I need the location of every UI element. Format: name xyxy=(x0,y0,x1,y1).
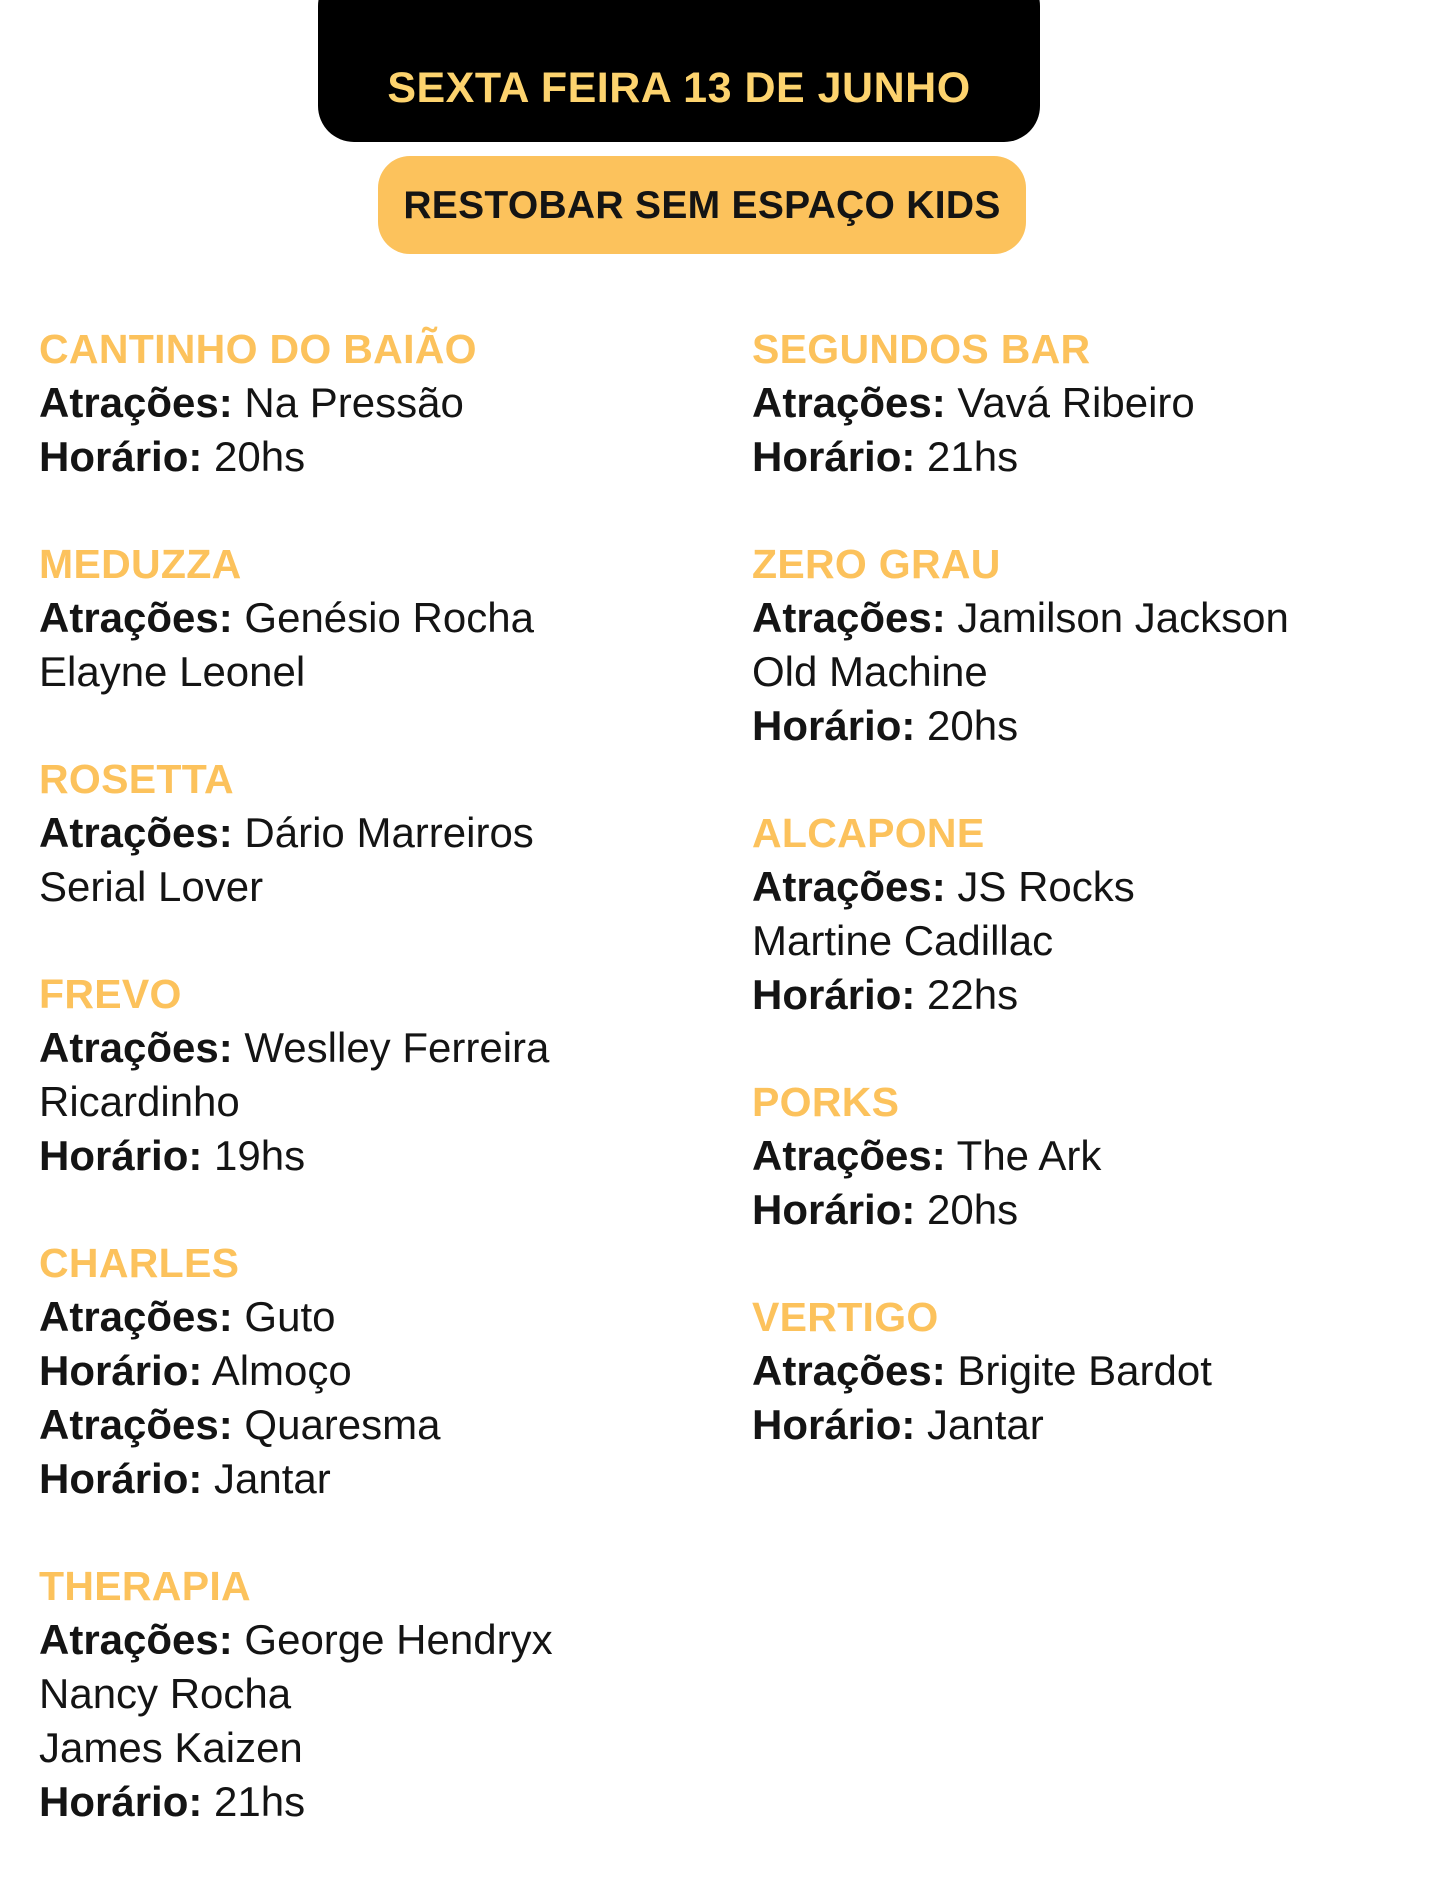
attractions-line xyxy=(39,1290,699,1344)
time-label: Horário: xyxy=(39,433,203,480)
venue-name: SEGUNDOS BAR xyxy=(752,326,1091,372)
attractions-line xyxy=(752,1129,1412,1183)
time-label: Horário: xyxy=(752,1401,916,1448)
line-value: Vavá Ribeiro xyxy=(945,379,1195,426)
time-label: Horário: xyxy=(39,1455,203,1502)
attractions-label: Atrações: xyxy=(39,1024,233,1071)
line-value: Quaresma xyxy=(232,1401,441,1448)
venue-frevo xyxy=(39,967,699,1183)
line-value: Almoço xyxy=(202,1347,352,1394)
time-label: Horário: xyxy=(39,1347,203,1394)
line-value: 20hs xyxy=(202,433,306,480)
time-line xyxy=(752,699,1412,753)
line-value: 19hs xyxy=(202,1132,306,1179)
time-line xyxy=(752,1183,1412,1237)
time-label: Horário: xyxy=(752,702,916,749)
attractions-label: Atrações: xyxy=(39,1401,233,1448)
line-value: Weslley Ferreira xyxy=(232,1024,550,1071)
attractions-line xyxy=(752,591,1412,645)
line-value: Na Pressão xyxy=(232,379,464,426)
attractions-line xyxy=(39,1021,699,1075)
date-banner xyxy=(318,0,1040,142)
line-value: 22hs xyxy=(915,971,1019,1018)
line-value: Jantar xyxy=(202,1455,331,1502)
line-value: 20hs xyxy=(915,702,1019,749)
attraction-continuation-line xyxy=(39,645,699,699)
line-value: Serial Lover xyxy=(39,863,264,910)
attractions-label: Atrações: xyxy=(752,594,946,641)
attractions-line xyxy=(39,1398,699,1452)
time-line xyxy=(39,1775,699,1829)
attractions-label: Atrações: xyxy=(39,1616,233,1663)
attraction-continuation-line xyxy=(39,1667,699,1721)
line-value: Dário Marreiros xyxy=(232,809,534,856)
attractions-line xyxy=(39,1613,699,1667)
venue-cantinho-do-baiao xyxy=(39,322,699,484)
line-value: 21hs xyxy=(202,1778,306,1825)
venue-name: ZERO GRAU xyxy=(752,541,1001,587)
venue-name: CHARLES xyxy=(39,1240,240,1286)
time-line xyxy=(39,1344,699,1398)
venue-name: ROSETTA xyxy=(39,756,234,802)
line-value: The Ark xyxy=(945,1132,1102,1179)
line-value: Martine Cadillac xyxy=(752,917,1054,964)
line-value: 20hs xyxy=(915,1186,1019,1233)
venue-rosetta xyxy=(39,752,699,914)
time-line xyxy=(752,1398,1412,1452)
venue-name: FREVO xyxy=(39,971,182,1017)
time-label: Horário: xyxy=(39,1132,203,1179)
attractions-line xyxy=(752,1344,1412,1398)
venue-name: VERTIGO xyxy=(752,1294,939,1340)
line-value: Genésio Rocha xyxy=(232,594,534,641)
attractions-line xyxy=(752,376,1412,430)
line-value: Brigite Bardot xyxy=(945,1347,1212,1394)
venue-zero-grau xyxy=(752,537,1412,753)
time-line xyxy=(39,430,699,484)
line-value: JS Rocks xyxy=(945,863,1135,910)
date-title: SEXTA FEIRA 13 DE JUNHO xyxy=(387,64,971,112)
time-line xyxy=(752,968,1412,1022)
attractions-label: Atrações: xyxy=(39,1293,233,1340)
time-label: Horário: xyxy=(752,433,916,480)
restobar-badge xyxy=(378,156,1026,254)
attractions-line xyxy=(39,376,699,430)
line-value: 21hs xyxy=(915,433,1019,480)
attraction-continuation-line xyxy=(39,860,699,914)
venue-name: PORKS xyxy=(752,1079,900,1125)
venue-segundos-bar xyxy=(752,322,1412,484)
line-value: Jantar xyxy=(915,1401,1044,1448)
attraction-continuation-line xyxy=(752,645,1412,699)
line-value: Elayne Leonel xyxy=(39,648,306,695)
time-line xyxy=(752,430,1412,484)
attractions-label: Atrações: xyxy=(39,809,233,856)
line-value: George Hendryx xyxy=(232,1616,553,1663)
time-label: Horário: xyxy=(752,971,916,1018)
venue-name: ALCAPONE xyxy=(752,810,985,856)
restobar-subtitle: RESTOBAR SEM ESPAÇO KIDS xyxy=(403,183,1001,227)
attractions-label: Atrações: xyxy=(752,379,946,426)
venue-alcapone xyxy=(752,806,1412,1022)
line-value: Ricardinho xyxy=(39,1078,240,1125)
line-value: Jamilson Jackson xyxy=(945,594,1289,641)
venue-charles xyxy=(39,1236,699,1506)
attractions-label: Atrações: xyxy=(752,1132,946,1179)
attractions-label: Atrações: xyxy=(39,379,233,426)
attractions-line xyxy=(39,591,699,645)
line-value: Old Machine xyxy=(752,648,988,695)
venue-vertigo xyxy=(752,1290,1412,1452)
attractions-label: Atrações: xyxy=(752,1347,946,1394)
time-label: Horário: xyxy=(752,1186,916,1233)
left-venue-column xyxy=(39,322,699,1882)
line-value: Nancy Rocha xyxy=(39,1670,292,1717)
venue-name: CANTINHO DO BAIÃO xyxy=(39,326,477,372)
attractions-label: Atrações: xyxy=(39,594,233,641)
venue-therapia xyxy=(39,1559,699,1829)
venue-porks xyxy=(752,1075,1412,1237)
attraction-continuation-line xyxy=(39,1721,699,1775)
line-value: James Kaizen xyxy=(39,1724,303,1771)
attractions-line xyxy=(752,860,1412,914)
attraction-continuation-line xyxy=(752,914,1412,968)
venue-meduzza xyxy=(39,537,699,699)
right-venue-column xyxy=(752,322,1412,1505)
time-line xyxy=(39,1129,699,1183)
venue-name: THERAPIA xyxy=(39,1563,251,1609)
attractions-line xyxy=(39,806,699,860)
attraction-continuation-line xyxy=(39,1075,699,1129)
venue-name: MEDUZZA xyxy=(39,541,242,587)
attractions-label: Atrações: xyxy=(752,863,946,910)
time-line xyxy=(39,1452,699,1506)
line-value: Guto xyxy=(232,1293,336,1340)
time-label: Horário: xyxy=(39,1778,203,1825)
